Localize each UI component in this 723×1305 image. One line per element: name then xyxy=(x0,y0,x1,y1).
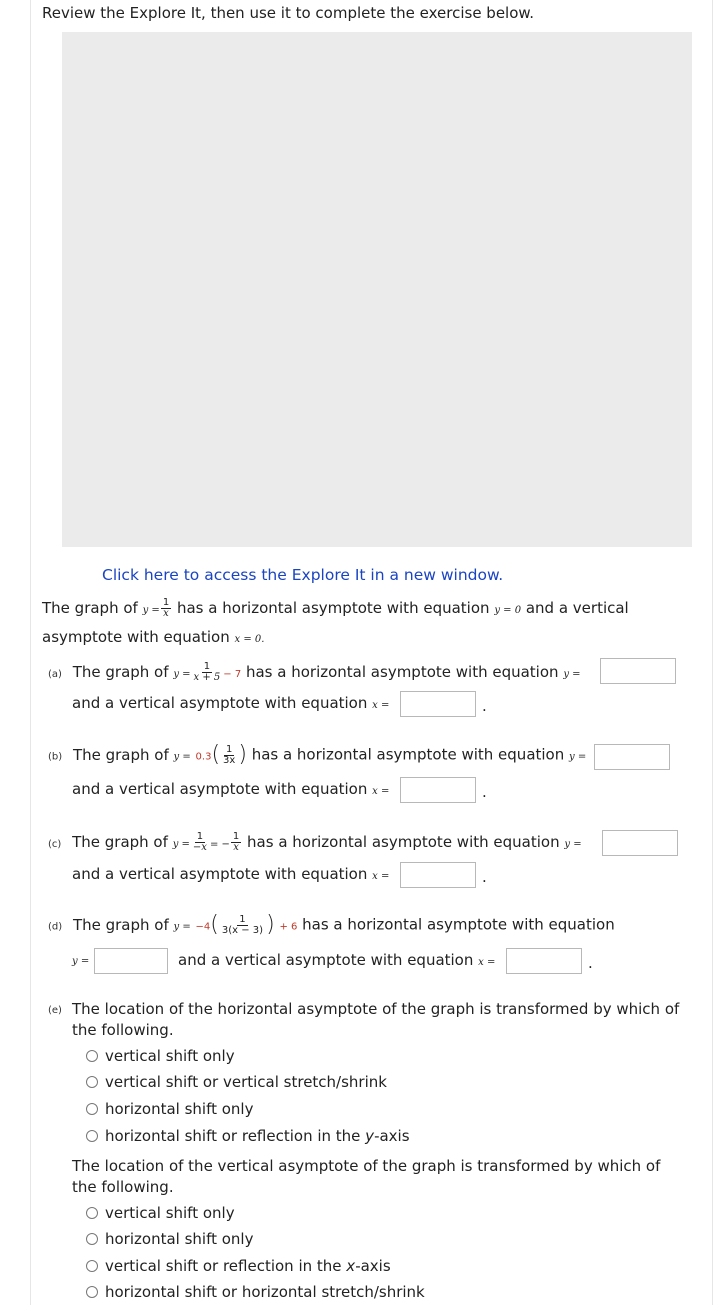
radio-button[interactable] xyxy=(86,1286,98,1298)
part-e-question-2-line2: the following. xyxy=(72,1178,174,1196)
part-c-period: . xyxy=(482,868,487,886)
radio-button[interactable] xyxy=(86,1260,98,1272)
q1-option-1[interactable]: vertical shift only xyxy=(86,1045,235,1067)
part-d-fraction: $\frac{1}{3(x - 3)}$ xyxy=(221,913,264,936)
part-e-label: (e) xyxy=(48,1005,62,1016)
part-d-vertical-line: and a vertical asymptote with equation x = xyxy=(178,951,496,969)
part-a-vertical-answer-input[interactable] xyxy=(400,691,476,717)
part-a-question: (a) The graph of y = $\frac{1}{x + 5}$ − 7 has a horizontal asymptote with equation y = xyxy=(48,661,581,683)
part-c-question: (c) The graph of y = $\frac{1}{-x}$ = − $\frac{1}{x}$ has a horizontal asymptote with equation y = xyxy=(48,831,582,853)
radio-button[interactable] xyxy=(86,1103,98,1115)
q1-option-3[interactable]: horizontal shift only xyxy=(86,1098,253,1120)
part-e-question-1-line1: The location of the horizontal asymptote of the graph is transformed by which of xyxy=(72,1000,680,1018)
part-a-horizontal-answer-input[interactable] xyxy=(600,658,676,684)
part-b-vertical-answer-input[interactable] xyxy=(400,777,476,803)
q1-option-2[interactable]: vertical shift or vertical stretch/shrink xyxy=(86,1071,387,1093)
part-d-y-label: y = xyxy=(72,956,90,967)
base-statement-line2: asymptote with equation x = 0. xyxy=(42,628,265,646)
part-d-vertical-answer-input[interactable] xyxy=(506,948,582,974)
part-a-vertical-line: and a vertical asymptote with equation x = xyxy=(72,694,390,712)
part-c-fraction-1: $\frac{1}{-x}$ xyxy=(192,831,207,853)
explore-it-panel[interactable] xyxy=(62,32,692,547)
explore-it-link[interactable]: Click here to access the Explore It in a new window. xyxy=(102,566,504,584)
q2-option-1[interactable]: vertical shift only xyxy=(86,1202,235,1224)
part-a-period: . xyxy=(482,697,487,715)
q2-option-4[interactable]: horizontal shift or horizontal stretch/shrink xyxy=(86,1281,425,1303)
q2-option-3[interactable]: vertical shift or reflection in the x -axis xyxy=(86,1255,391,1277)
radio-button[interactable] xyxy=(86,1233,98,1245)
part-c-vertical-line: and a vertical asymptote with equation x = xyxy=(72,865,390,883)
radio-button[interactable] xyxy=(86,1050,98,1062)
part-c-fraction-2: $\frac{1}{x}$ xyxy=(232,831,240,853)
part-d-question: (d) The graph of y = −4( $\frac{1}{3(x - 3)}$ ) + 6 has a horizontal asymptote with equation xyxy=(48,912,615,937)
part-e-question-2-line1: The location of the vertical asymptote of the graph is transformed by which of xyxy=(72,1157,661,1175)
part-d-horizontal-answer-input[interactable] xyxy=(94,948,168,974)
radio-button[interactable] xyxy=(86,1130,98,1142)
part-c-horizontal-answer-input[interactable] xyxy=(602,830,678,856)
instructions-text: Review the Explore It, then use it to complete the exercise below. xyxy=(42,4,535,22)
part-a-fraction: $\frac{1}{x + 5}$ xyxy=(193,661,221,683)
q1-option-4[interactable]: horizontal shift or reflection in the y -axis xyxy=(86,1125,410,1147)
part-b-vertical-line: and a vertical asymptote with equation x = xyxy=(72,780,390,798)
part-b-fraction: $\frac{1}{3x}$ xyxy=(223,743,236,766)
radio-button[interactable] xyxy=(86,1076,98,1088)
q2-option-2[interactable]: horizontal shift only xyxy=(86,1228,253,1250)
part-c-vertical-answer-input[interactable] xyxy=(400,862,476,888)
base-statement-line1: The graph of y = $\frac{1}{x}$ has a horizontal asymptote with equation y = 0 and a vertical xyxy=(42,597,629,619)
base-fraction: $\frac{1}{x}$ xyxy=(162,597,170,619)
part-b-horizontal-answer-input[interactable] xyxy=(594,744,670,770)
part-b-period: . xyxy=(482,783,487,801)
part-b-question: (b) The graph of y = 0.3( $\frac{1}{3x}$ ) has a horizontal asymptote with equation y = xyxy=(48,742,587,767)
part-d-period: . xyxy=(588,954,593,972)
radio-button[interactable] xyxy=(86,1207,98,1219)
part-e-question-1-line2: the following. xyxy=(72,1021,174,1039)
